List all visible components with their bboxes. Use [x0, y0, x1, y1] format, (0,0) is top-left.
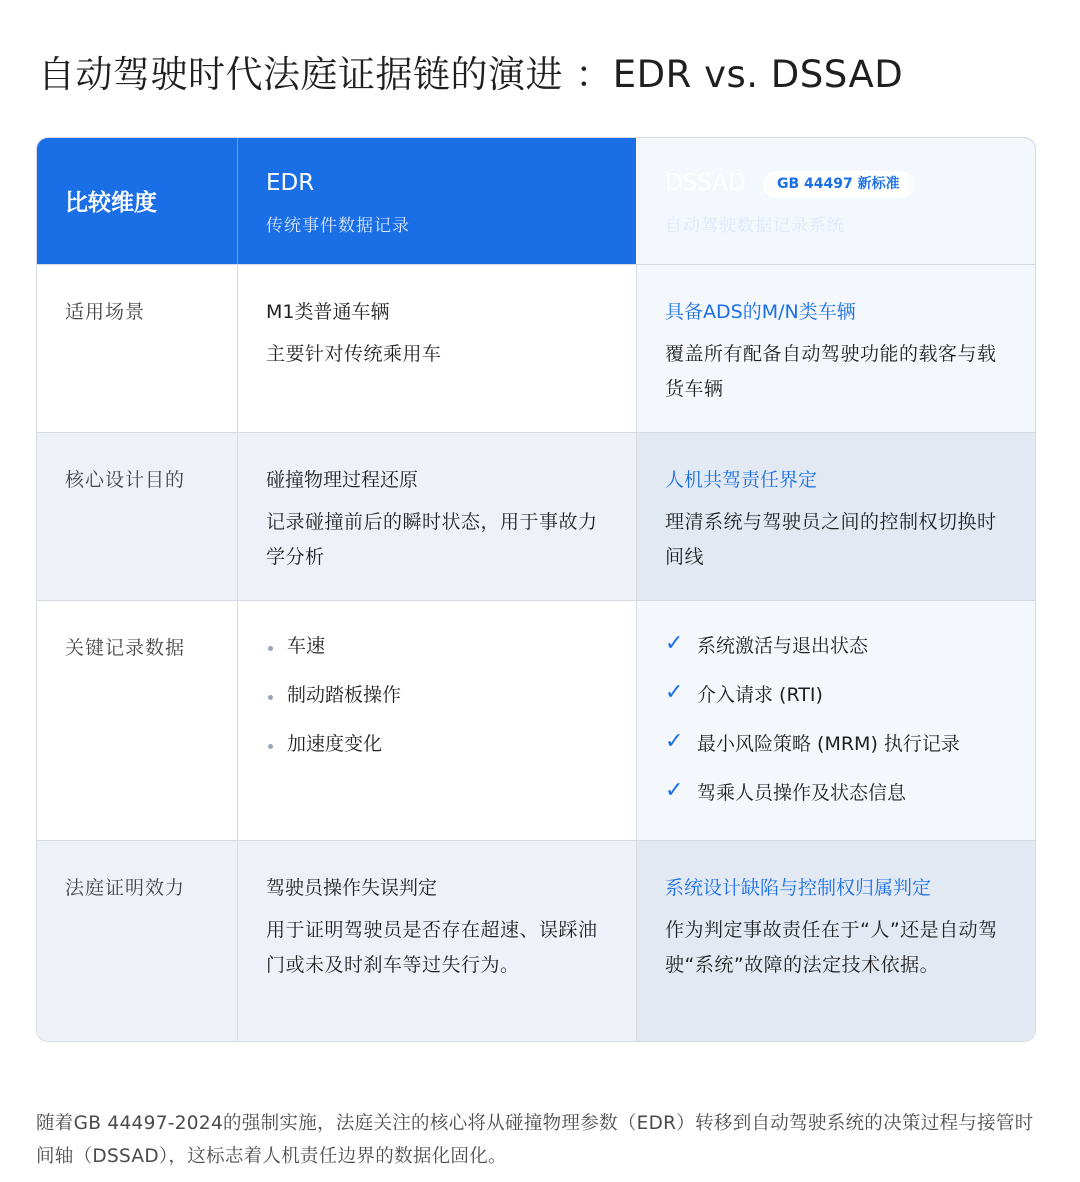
dssad-cell — [636, 841, 1036, 1042]
dssad-heading: 具备ADS的M/N类车辆 — [665, 301, 856, 323]
list-item: ✓ 最小风险策略 (MRM) 执行记录 — [665, 729, 960, 755]
page-title: 自动驾驶时代法庭证据链的演进 ：EDR vs. DSSAD — [38, 53, 904, 96]
dssad-cell — [636, 265, 1036, 432]
edr-heading: 碰撞物理过程还原 — [266, 469, 419, 491]
check-icon: ✓ — [665, 631, 684, 656]
bullet-dot-icon — [268, 646, 273, 651]
check-icon: ✓ — [665, 778, 684, 803]
edr-data-list — [266, 631, 401, 778]
dssad-data-list — [665, 631, 960, 827]
check-icon: ✓ — [665, 680, 684, 705]
dimension-cell — [37, 841, 237, 1042]
edr-cell — [237, 601, 636, 840]
dssad-cell — [636, 433, 1036, 600]
table-row — [37, 432, 1036, 600]
comparison-table — [36, 137, 1036, 1042]
bullet-dot-icon — [268, 695, 273, 700]
dimension-cell — [37, 433, 237, 600]
table-row — [37, 600, 1036, 840]
list-item: 制动踏板操作 — [266, 680, 401, 729]
header-edr-title: EDR — [266, 170, 315, 196]
list-item: ✓ 驾乘人员操作及状态信息 — [665, 778, 907, 804]
header-dssad-cell — [636, 138, 1036, 264]
header-edr-subtitle: 传统事件数据记录 — [266, 216, 410, 236]
bullet-dot-icon — [268, 744, 273, 749]
edr-heading: 驾驶员操作失误判定 — [266, 877, 438, 899]
dssad-cell — [636, 601, 1036, 840]
edr-text: 记录碰撞前后的瞬时状态，用于事故力学分析 — [266, 511, 598, 568]
list-item: 加速度变化 — [266, 729, 401, 778]
header-dssad-subtitle: 自动驾驶数据记录系统 — [665, 216, 845, 236]
dssad-heading: 人机共驾责任界定 — [665, 469, 818, 491]
edr-heading: M1类普通车辆 — [266, 301, 390, 323]
header-dimension-label: 比较维度 — [65, 190, 157, 216]
table-row — [37, 840, 1036, 1042]
dimension-label: 法庭证明效力 — [65, 877, 186, 899]
dssad-heading: 系统设计缺陷与控制权归属判定 — [665, 877, 932, 899]
standard-badge: GB 44497 新标准 — [763, 171, 914, 198]
edr-cell — [237, 841, 636, 1042]
edr-cell — [237, 265, 636, 432]
header-dssad-title: DSSAD — [665, 170, 746, 196]
edr-cell — [237, 433, 636, 600]
dimension-cell — [37, 601, 237, 840]
header-edr-cell — [237, 138, 636, 264]
list-item: ✓ 介入请求 (RTI) — [665, 680, 823, 706]
dimension-label: 核心设计目的 — [65, 469, 186, 491]
dimension-cell — [37, 265, 237, 432]
footnote: 随着GB 44497-2024的强制实施，法庭关注的核心将从碰撞物理参数（EDR）转移到自动驾驶系统的决策过程与接管时间轴（DSSAD），这标志着人机责任边界的数据化固化。 — [36, 1113, 1034, 1167]
header-dimension-cell — [37, 138, 237, 264]
list-item: 车速 — [266, 631, 401, 680]
edr-text: 主要针对传统乘用车 — [266, 343, 442, 365]
dimension-label: 关键记录数据 — [65, 637, 186, 659]
dssad-text: 理清系统与驾驶员之间的控制权切换时间线 — [665, 511, 997, 568]
table-header — [37, 138, 1036, 264]
list-item: ✓ 系统激活与退出状态 — [665, 631, 869, 657]
check-icon: ✓ — [665, 729, 684, 754]
edr-text: 用于证明驾驶员是否存在超速、误踩油门或未及时刹车等过失行为。 — [266, 919, 598, 976]
dimension-label: 适用场景 — [65, 301, 146, 323]
dssad-text: 作为判定事故责任在于“人”还是自动驾驶“系统”故障的法定技术依据。 — [665, 919, 998, 976]
table-row — [37, 264, 1036, 432]
dssad-text: 覆盖所有配备自动驾驶功能的载客与载货车辆 — [665, 343, 997, 400]
